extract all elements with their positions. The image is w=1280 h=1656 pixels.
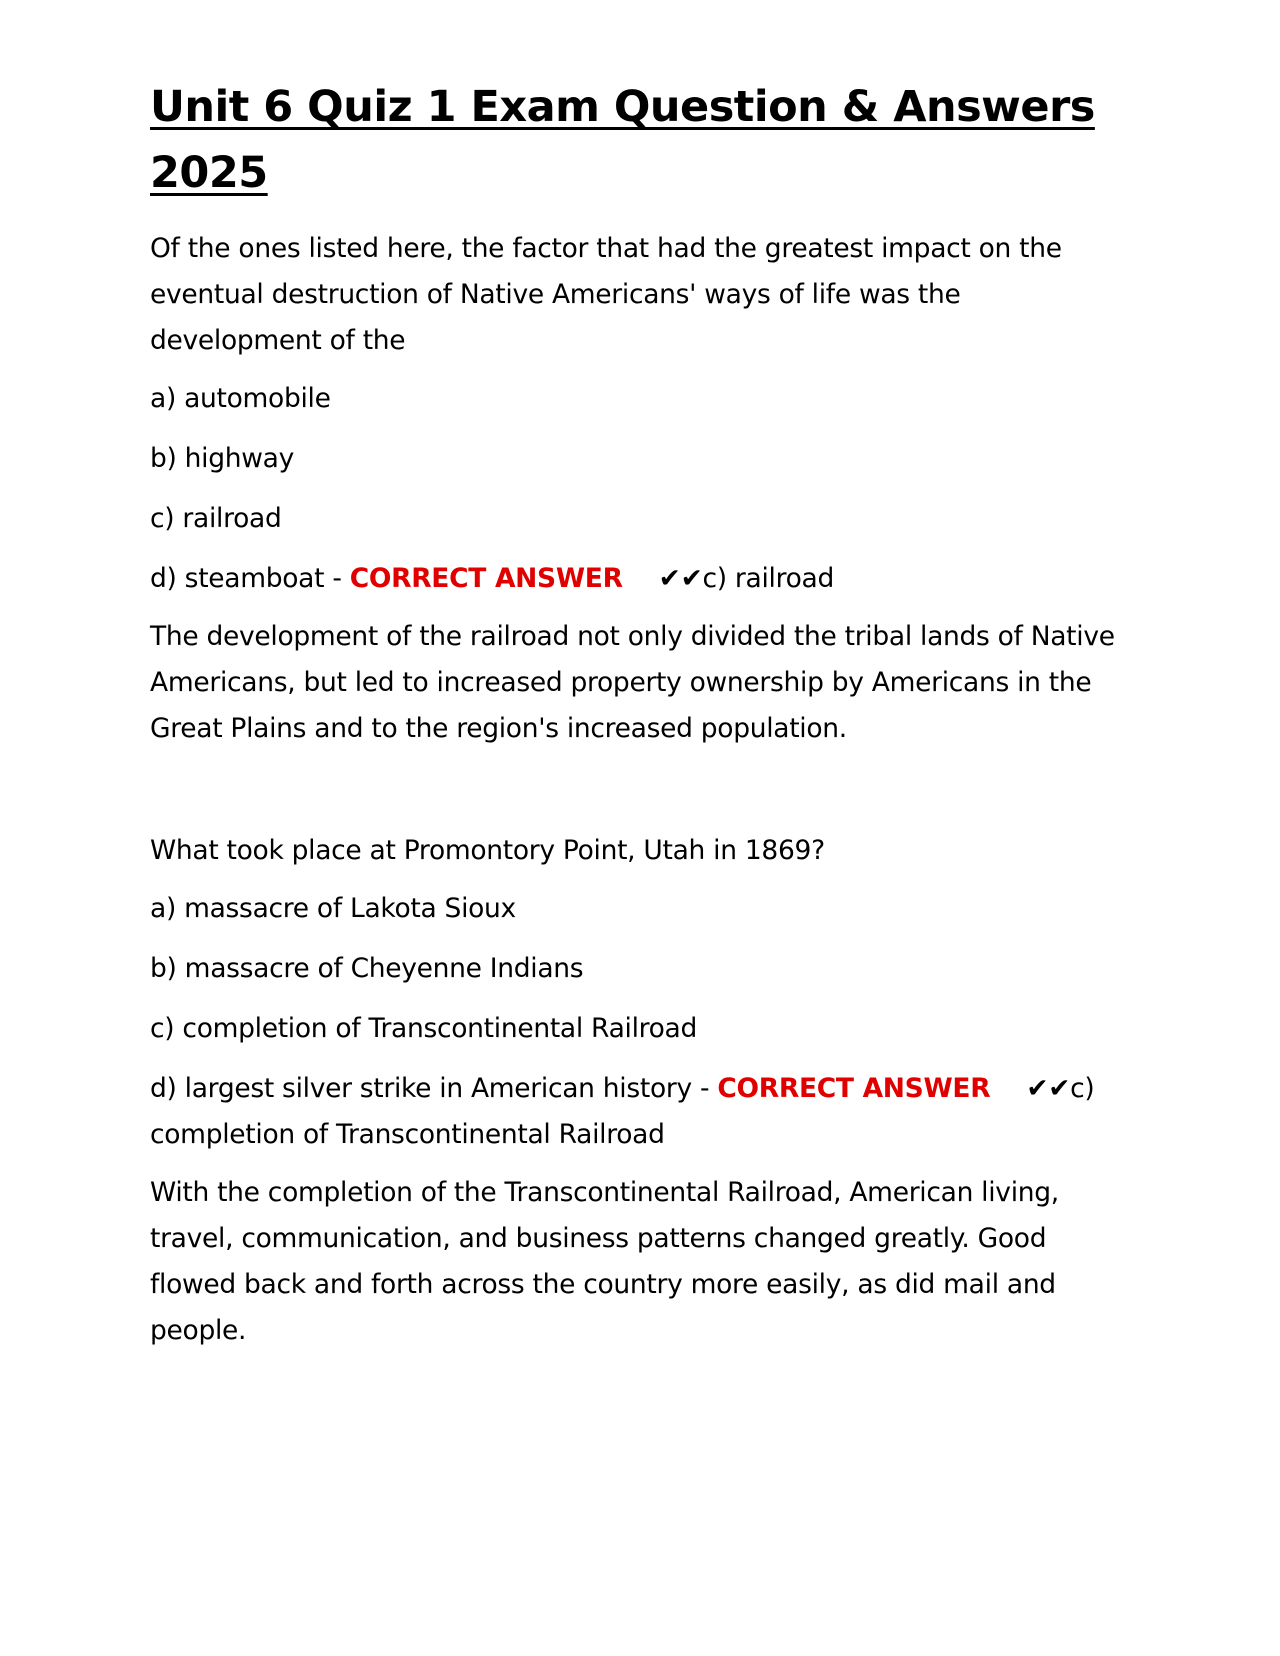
question-prompt: Of the ones listed here, the factor that had the greatest impact on the eventual destruction of Native Americans' ways of life was the development of the: [150, 233, 1062, 356]
checkmark-icon: ✔✔: [1026, 1073, 1071, 1104]
option-a: a) massacre of Lakota Sioux: [150, 893, 516, 924]
question-2: [150, 828, 1130, 1354]
option-b: b) massacre of Cheyenne Indians: [150, 953, 584, 984]
document-title: Unit 6 Quiz 1 Exam Question & Answers 2025: [150, 82, 1095, 198]
correct-answer-label: CORRECT ANSWER: [349, 563, 623, 594]
option-d: d) largest silver strike in American history -: [150, 1073, 718, 1104]
question-prompt: What took place at Promontory Point, Utah in 1869?: [150, 835, 825, 866]
option-c: c) completion of Transcontinental Railroad: [150, 1013, 698, 1044]
option-b: b) highway: [150, 443, 294, 474]
correct-answer-value: c) railroad: [702, 563, 834, 594]
option-d: d) steamboat -: [150, 563, 350, 594]
question-1: [150, 226, 1130, 752]
section-spacer: [150, 764, 1130, 828]
answer-explanation: With the completion of the Transcontinental Railroad, American living, travel, communication, and business patterns changed greatly. Good flowed back and forth across the country more easily, as did mail and people.: [150, 1177, 1059, 1346]
checkmark-icon: ✔✔: [658, 563, 703, 594]
correct-answer-value: c) completion of Transcontinental Railroad: [150, 1073, 1095, 1150]
option-a: a) automobile: [150, 383, 331, 414]
correct-answer-label: CORRECT ANSWER: [717, 1073, 991, 1104]
option-d-with-answer: [150, 1066, 1130, 1158]
option-c: c) railroad: [150, 503, 282, 534]
answer-explanation: The development of the railroad not only divided the tribal lands of Native Americans, but led to increased property ownership by Americans in the Great Plains and to the region's increased population.: [150, 621, 1115, 744]
option-d-with-answer: [150, 556, 1130, 602]
